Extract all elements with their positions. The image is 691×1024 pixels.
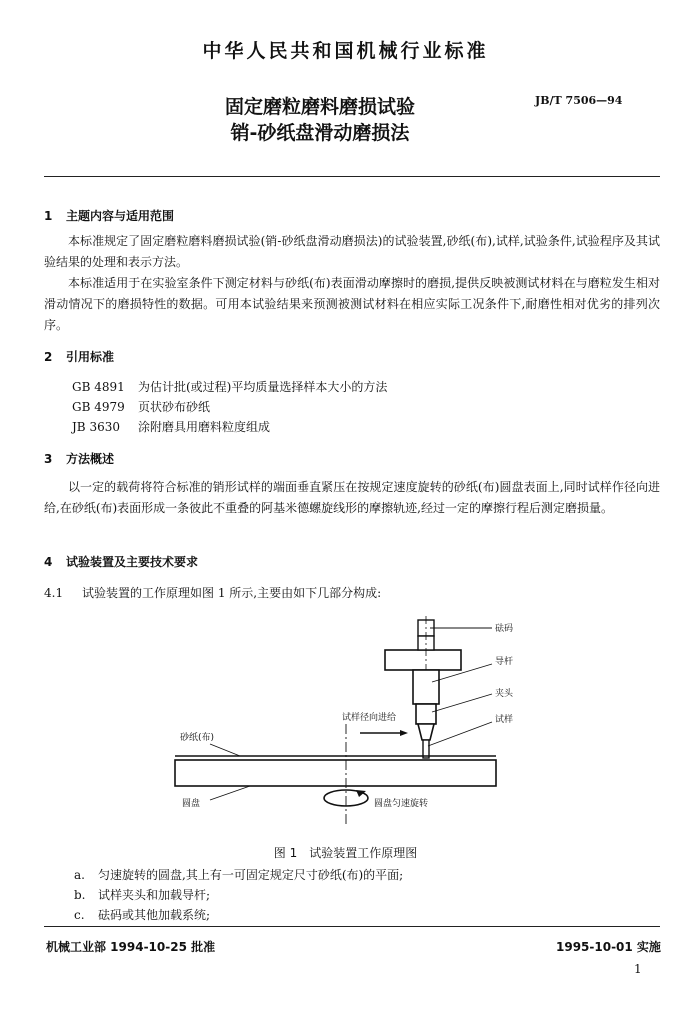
reference-title: 涂附磨具用磨料粒度组成 <box>138 420 271 434</box>
reference-item <box>72 418 270 435</box>
label-clamp: 夹头 <box>495 689 514 699</box>
section-title: 试验装置及主要技术要求 <box>66 555 199 569</box>
subsection-number: 4.1 <box>44 586 64 600</box>
label-guide: 导杆 <box>495 657 514 667</box>
section-title: 方法概述 <box>66 452 115 466</box>
reference-code: JB 3630 <box>72 420 120 434</box>
header-rule <box>44 176 660 177</box>
section-number: 4 <box>44 555 53 569</box>
section-title: 主题内容与适用范围 <box>66 209 175 223</box>
figure-caption <box>0 844 691 861</box>
disc <box>175 760 496 786</box>
guide-rod <box>413 670 439 704</box>
section-number: 1 <box>44 209 53 223</box>
feed-arrowhead <box>400 730 408 736</box>
section-3-heading <box>44 450 114 467</box>
label-specimen: 试样 <box>495 715 514 725</box>
list-item <box>74 886 210 903</box>
standard-header: 中华人民共和国机械行业标准 <box>202 40 489 62</box>
label-weight: 砝码 <box>495 624 514 634</box>
section-number: 3 <box>44 452 53 466</box>
section-title: 引用标准 <box>66 350 115 364</box>
document-title-line2: 销-砂纸盘滑动磨损法 <box>230 122 410 144</box>
leader-disc <box>210 786 250 800</box>
implementation-date: 1995-10-01 实施 <box>556 940 661 954</box>
figure-apparatus-diagram <box>170 612 530 837</box>
item-letter: b. <box>74 888 86 902</box>
reference-item <box>72 398 210 415</box>
approval-date: 机械工业部 1994-10-25 批准 <box>46 940 216 954</box>
subsection-4-1 <box>44 584 381 601</box>
figure-caption-text: 试验装置工作原理图 <box>309 846 418 860</box>
reference-code: GB 4979 <box>72 400 125 414</box>
section-1-paragraph-1: 本标准规定了固定磨粒磨料磨损试验(销-砂纸盘滑动磨损法)的试验装置,砂纸(布),试样,试验条件,试验程序及其试验结果的处理和表示方法。 <box>44 234 660 269</box>
reference-title: 页状砂布砂纸 <box>138 400 211 414</box>
section-1-heading <box>44 207 174 224</box>
reference-title: 为估计批(或过程)平均质量选择样本大小的方法 <box>138 380 388 394</box>
section-4-heading <box>44 553 198 570</box>
item-text: 试样夹头和加载导杆; <box>98 888 211 902</box>
clamp-taper <box>418 724 434 740</box>
document-title-line1: 固定磨粒磨料磨损试验 <box>224 96 415 118</box>
leader-specimen <box>428 722 492 746</box>
item-letter: a. <box>74 868 85 882</box>
reference-item <box>72 378 387 395</box>
weight-disc <box>385 650 461 670</box>
leader-paper <box>210 744 240 756</box>
item-text: 砝码或其他加载系统; <box>98 908 211 922</box>
page-number: 1 <box>634 962 642 976</box>
section-number: 2 <box>44 350 53 364</box>
section-3-paragraph: 以一定的载荷将符合标准的销形试样的端面垂直紧压在按规定速度旋转的砂纸(布)圆盘表面上,同时试样作径向进给,在砂纸(布)表面形成一条彼此不重叠的阿基米德螺旋线形的摩擦轨迹,经过一定的摩擦行程后测定磨损量。 <box>44 480 660 515</box>
label-rotation: 圆盘匀速旋转 <box>374 799 429 809</box>
label-paper: 砂纸(布) <box>180 733 215 743</box>
leader-clamp <box>432 694 492 712</box>
section-1-paragraph-2: 本标准适用于在实验室条件下测定材料与砂纸(布)表面滑动摩擦时的磨损,提供反映被测试材料在与磨粒发生相对滑动情况下的磨损特性的数据。可用本试验结果来预测被测试材料在相应实际工况条件下,耐磨性相对优劣的排列次序。 <box>44 276 660 332</box>
figure-number: 图 1 <box>273 846 298 860</box>
list-item <box>74 866 403 883</box>
item-letter: c. <box>74 908 85 922</box>
label-disc: 圆盘 <box>182 799 201 809</box>
list-item <box>74 906 210 923</box>
clamp <box>416 704 436 724</box>
section-2-heading <box>44 348 114 365</box>
standard-number: JB/T 7506—94 <box>535 94 623 107</box>
footer-rule <box>44 926 660 927</box>
reference-code: GB 4891 <box>72 380 125 394</box>
label-feed: 试样径向进给 <box>342 713 397 723</box>
subsection-text: 试验装置的工作原理如图 1 所示,主要由如下几部分构成: <box>82 586 382 600</box>
item-text: 匀速旋转的圆盘,其上有一可固定规定尺寸砂纸(布)的平面; <box>98 868 404 882</box>
